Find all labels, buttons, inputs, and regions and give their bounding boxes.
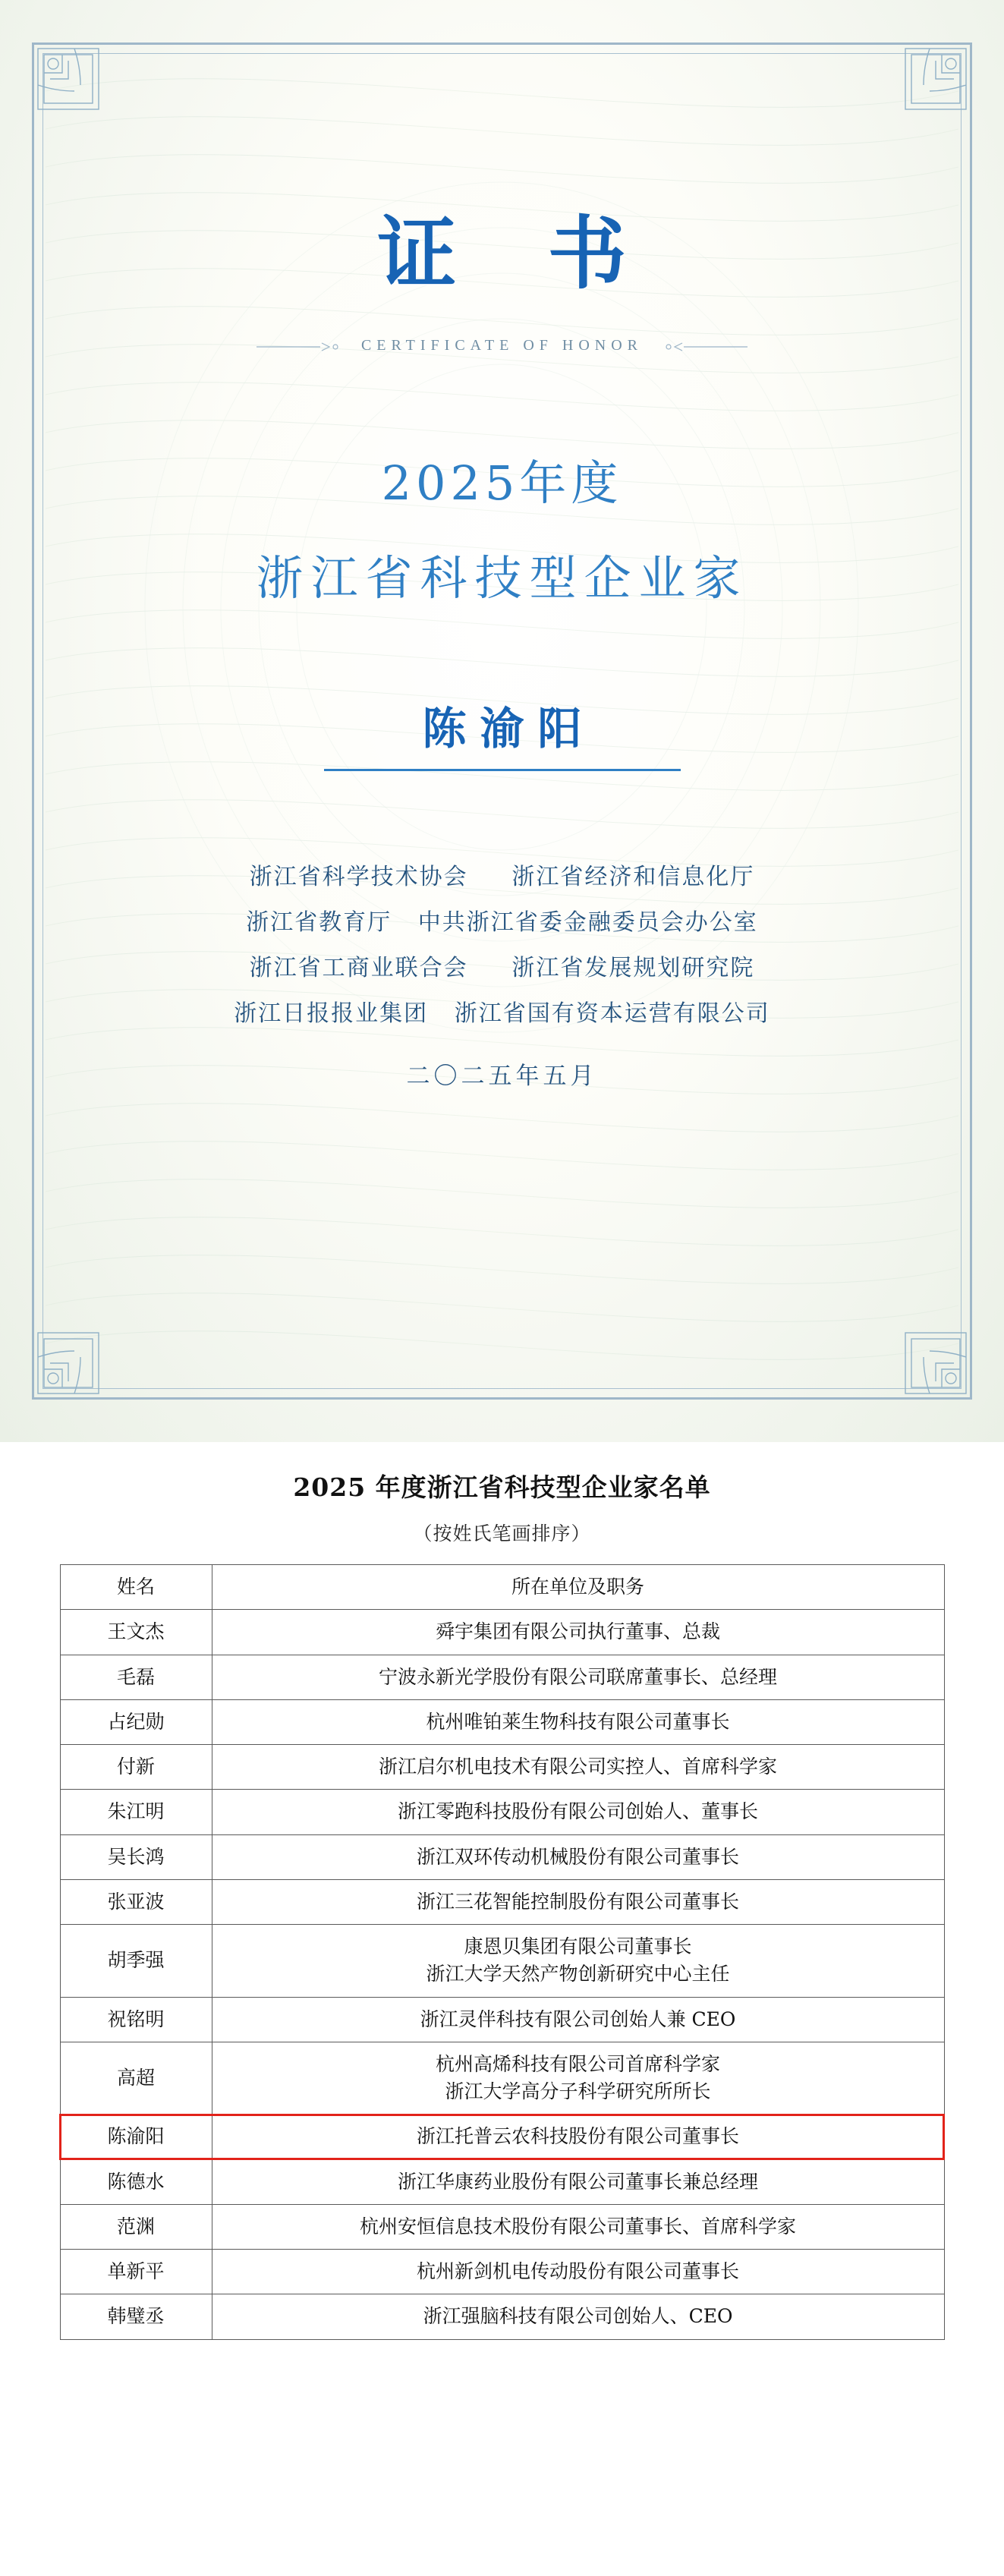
- cell-name: 韩璧丞: [60, 2294, 212, 2339]
- cell-org: 杭州安恒信息技术股份有限公司董事长、首席科学家: [212, 2204, 944, 2249]
- cell-org: 浙江三花智能控制股份有限公司董事长: [212, 1879, 944, 1924]
- issuer-line: 浙江日报报业集团 浙江省国有资本运营有限公司: [234, 1000, 770, 1027]
- list-subtitle: （按姓氏笔画排序）: [413, 1523, 591, 1545]
- issuer-line: 浙江省工商业联合会 浙江省发展规划研究院: [249, 955, 755, 981]
- cell-org: 宁波永新光学股份有限公司联席董事长、总经理: [212, 1655, 944, 1699]
- cell-org: 杭州新剑机电传动股份有限公司董事长: [212, 2250, 944, 2294]
- cell-name: 朱江明: [60, 1790, 212, 1834]
- ornament-right-icon: [656, 342, 747, 350]
- column-header-org: 所在单位及职务: [212, 1565, 944, 1610]
- table-row: [60, 1699, 944, 1744]
- list-title: 2025 年度浙江省科技型企业家名单: [293, 1472, 711, 1502]
- issuer-line: 浙江省教育厅 中共浙江省委金融委员会办公室: [246, 909, 758, 936]
- cell-name: 张亚波: [60, 1879, 212, 1924]
- name-list-table: [60, 1564, 945, 2340]
- table-row: [60, 2042, 944, 2115]
- certificate-award-name: 浙江省科技型企业家: [256, 550, 748, 606]
- cell-name: 吴长鸿: [60, 1834, 212, 1879]
- cell-org: 浙江强脑科技有限公司创始人、CEO: [212, 2294, 944, 2339]
- cell-org: 浙江华康药业股份有限公司董事长兼总经理: [212, 2159, 944, 2204]
- cell-name: 王文杰: [60, 1610, 212, 1655]
- table-row: [60, 1790, 944, 1834]
- name-list-section: [0, 1442, 1004, 2370]
- table-body: [60, 1610, 944, 2339]
- cell-org: 浙江启尔机电技术有限公司实控人、首席科学家: [212, 1745, 944, 1790]
- cell-org: 浙江双环传动机械股份有限公司董事长: [212, 1834, 944, 1879]
- cell-name: 胡季强: [60, 1925, 212, 1998]
- table-header-row: [60, 1565, 944, 1610]
- table-row: [60, 1655, 944, 1699]
- cell-name: 付新: [60, 1745, 212, 1790]
- cell-org: [212, 2042, 944, 2115]
- table-row: [60, 2159, 944, 2204]
- cell-org-line: 杭州高烯科技有限公司首席科学家: [435, 2052, 720, 2075]
- cell-org: 浙江灵伴科技有限公司创始人兼 CEO: [212, 1997, 944, 2042]
- certificate-content: [0, 0, 1004, 1091]
- certificate-subtitle-row: [0, 337, 1004, 354]
- cell-org-line: 浙江大学高分子科学研究所所长: [445, 2080, 711, 2102]
- table-row: [60, 2115, 944, 2159]
- certificate-recipient-name: 陈渝阳: [422, 703, 596, 754]
- column-header-name: 姓名: [60, 1565, 212, 1610]
- table-row: [60, 1834, 944, 1879]
- cell-org: 舜宇集团有限公司执行董事、总裁: [212, 1610, 944, 1655]
- cell-name: 高超: [60, 2042, 212, 2115]
- table-row: [60, 2294, 944, 2339]
- table-row: [60, 1610, 944, 1655]
- table-row: [60, 1925, 944, 1998]
- cell-name: 毛磊: [60, 1655, 212, 1699]
- cell-name: 陈德水: [60, 2159, 212, 2204]
- table-row: [60, 2204, 944, 2249]
- cell-name: 范渊: [60, 2204, 212, 2249]
- cell-org-line: 康恩贝集团有限公司董事长: [464, 1935, 692, 1957]
- cell-org: 杭州唯铂莱生物科技有限公司董事长: [212, 1699, 944, 1744]
- table-row: [60, 1879, 944, 1924]
- certificate-year: 2025年度: [381, 455, 623, 511]
- certificate-issuers: [0, 855, 1004, 1037]
- cell-org: 浙江零跑科技股份有限公司创始人、董事长: [212, 1790, 944, 1834]
- cell-org: [212, 1925, 944, 1998]
- cell-name: 陈渝阳: [60, 2115, 212, 2159]
- issuer-line: 浙江省科学技术协会 浙江省经济和信息化厅: [249, 864, 755, 890]
- cell-name: 单新平: [60, 2250, 212, 2294]
- certificate-date: 二〇二五年五月: [406, 1063, 598, 1090]
- cell-name: 占纪勋: [60, 1699, 212, 1744]
- cell-name: 祝铭明: [60, 1997, 212, 2042]
- ornament-left-icon: [257, 342, 348, 350]
- table-row: [60, 2250, 944, 2294]
- recipient-underline: [324, 769, 681, 771]
- table-row: [60, 1745, 944, 1790]
- certificate-title: 证 书: [377, 206, 659, 300]
- cell-org: 浙江托普云农科技股份有限公司董事长: [212, 2115, 944, 2159]
- table-row: [60, 1997, 944, 2042]
- cell-org-line: 浙江大学天然产物创新研究中心主任: [426, 1963, 730, 1986]
- certificate-recipient-block: [297, 693, 708, 782]
- certificate-subtitle-en: CERTIFICATE OF HONOR: [360, 337, 644, 354]
